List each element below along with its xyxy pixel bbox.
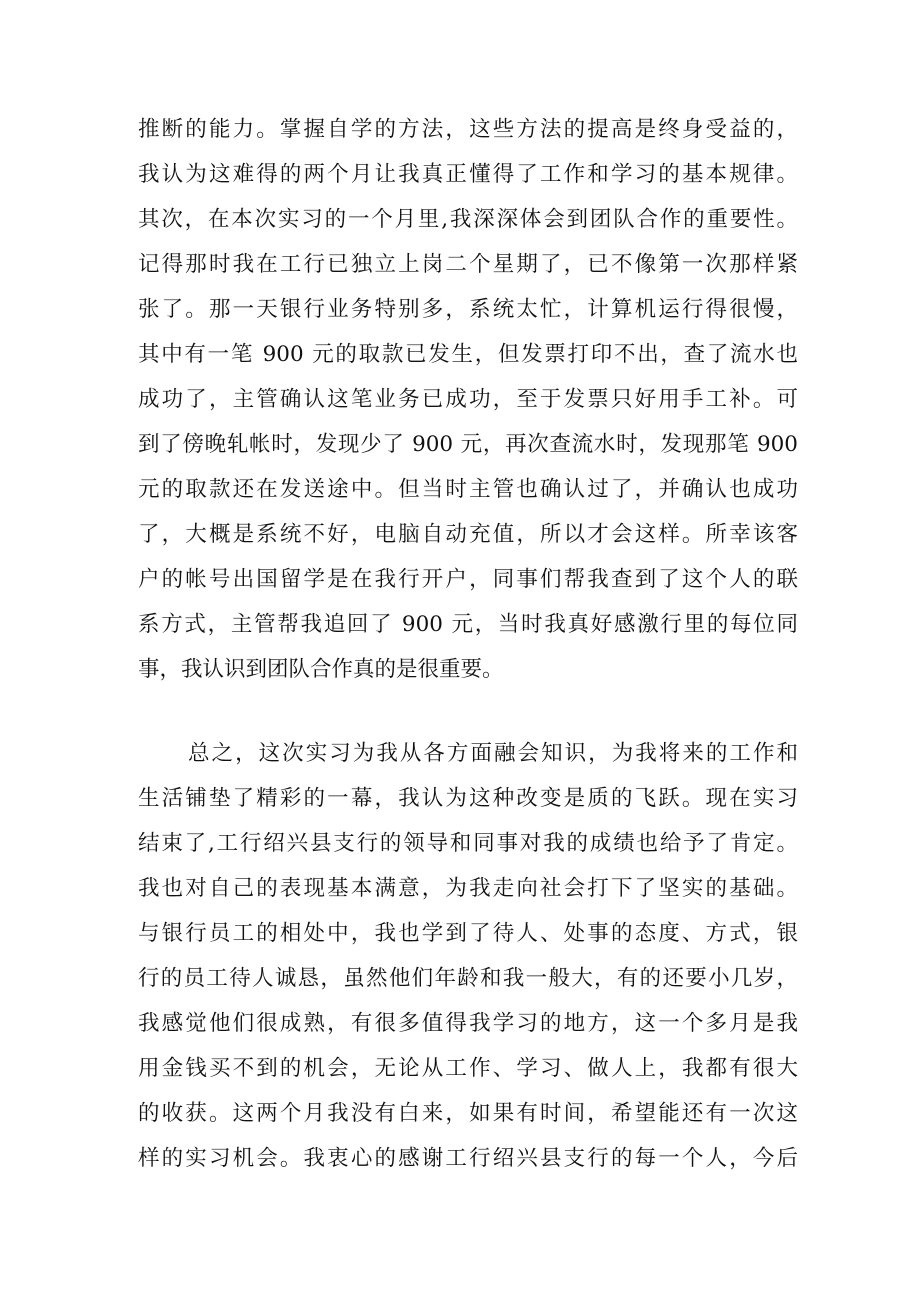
text-line: 其中有一笔 900 元的取款已发生，但发票打印不出，查了流水也 [138,342,798,367]
text-line: 我感觉他们很成熟，有很多值得我学习的地方，这一个多月是我 [138,1011,798,1036]
text-line: 系方式，主管帮我追回了 900 元，当时我真好感激行里的每位同 [138,612,798,637]
text-line: 用金钱买不到的机会，无论从工作、学习、做人上，我都有很大 [138,1056,798,1081]
text-line: 户的帐号出国留学是在我行开户，同事们帮我查到了这个人的联 [138,567,798,592]
text-line: 其次，在本次实习的一个月里,我深深体会到团队合作的重要性。 [138,207,798,232]
text-line: 总之，这次实习为我从各方面融会知识，为我将来的工作和 [188,741,798,766]
text-line: 结束了,工行绍兴县支行的领导和同事对我的成绩也给予了肯定。 [138,831,798,856]
text-line: 元的取款还在发送途中。但当时主管也确认过了，并确认也成功 [138,477,798,502]
text-line: 事，我认识到团队合作真的是很重要。 [138,657,504,682]
text-line: 到了傍晚轧帐时，发现少了 900 元，再次查流水时，发现那笔 900 [138,432,798,457]
text-line: 推断的能力。掌握自学的方法，这些方法的提高是终身受益的， [138,117,798,142]
text-line: 行的员工待人诚恳，虽然他们年龄和我一般大，有的还要小几岁， [138,966,798,991]
text-line: 的收获。这两个月我没有白来，如果有时间，希望能还有一次这 [138,1101,798,1126]
text-line: 与银行员工的相处中，我也学到了待人、处事的态度、方式，银 [138,921,798,946]
text-line: 记得那时我在工行已独立上岗二个星期了，已不像第一次那样紧 [138,252,798,277]
text-line: 成功了，主管确认这笔业务已成功，至于发票只好用手工补。可 [138,387,798,412]
text-line: 生活铺垫了精彩的一幕，我认为这种改变是质的飞跃。现在实习 [138,786,798,811]
text-line: 张了。那一天银行业务特别多，系统太忙，计算机运行得很慢， [138,297,798,322]
text-line: 样的实习机会。我衷心的感谢工行绍兴县支行的每一个人，今后 [138,1146,798,1171]
text-line: 了，大概是系统不好，电脑自动充值，所以才会这样。所幸该客 [138,522,798,547]
text-line: 我认为这难得的两个月让我真正懂得了工作和学习的基本规律。 [138,162,798,187]
text-line: 我也对自己的表现基本满意，为我走向社会打下了坚实的基础。 [138,876,798,901]
